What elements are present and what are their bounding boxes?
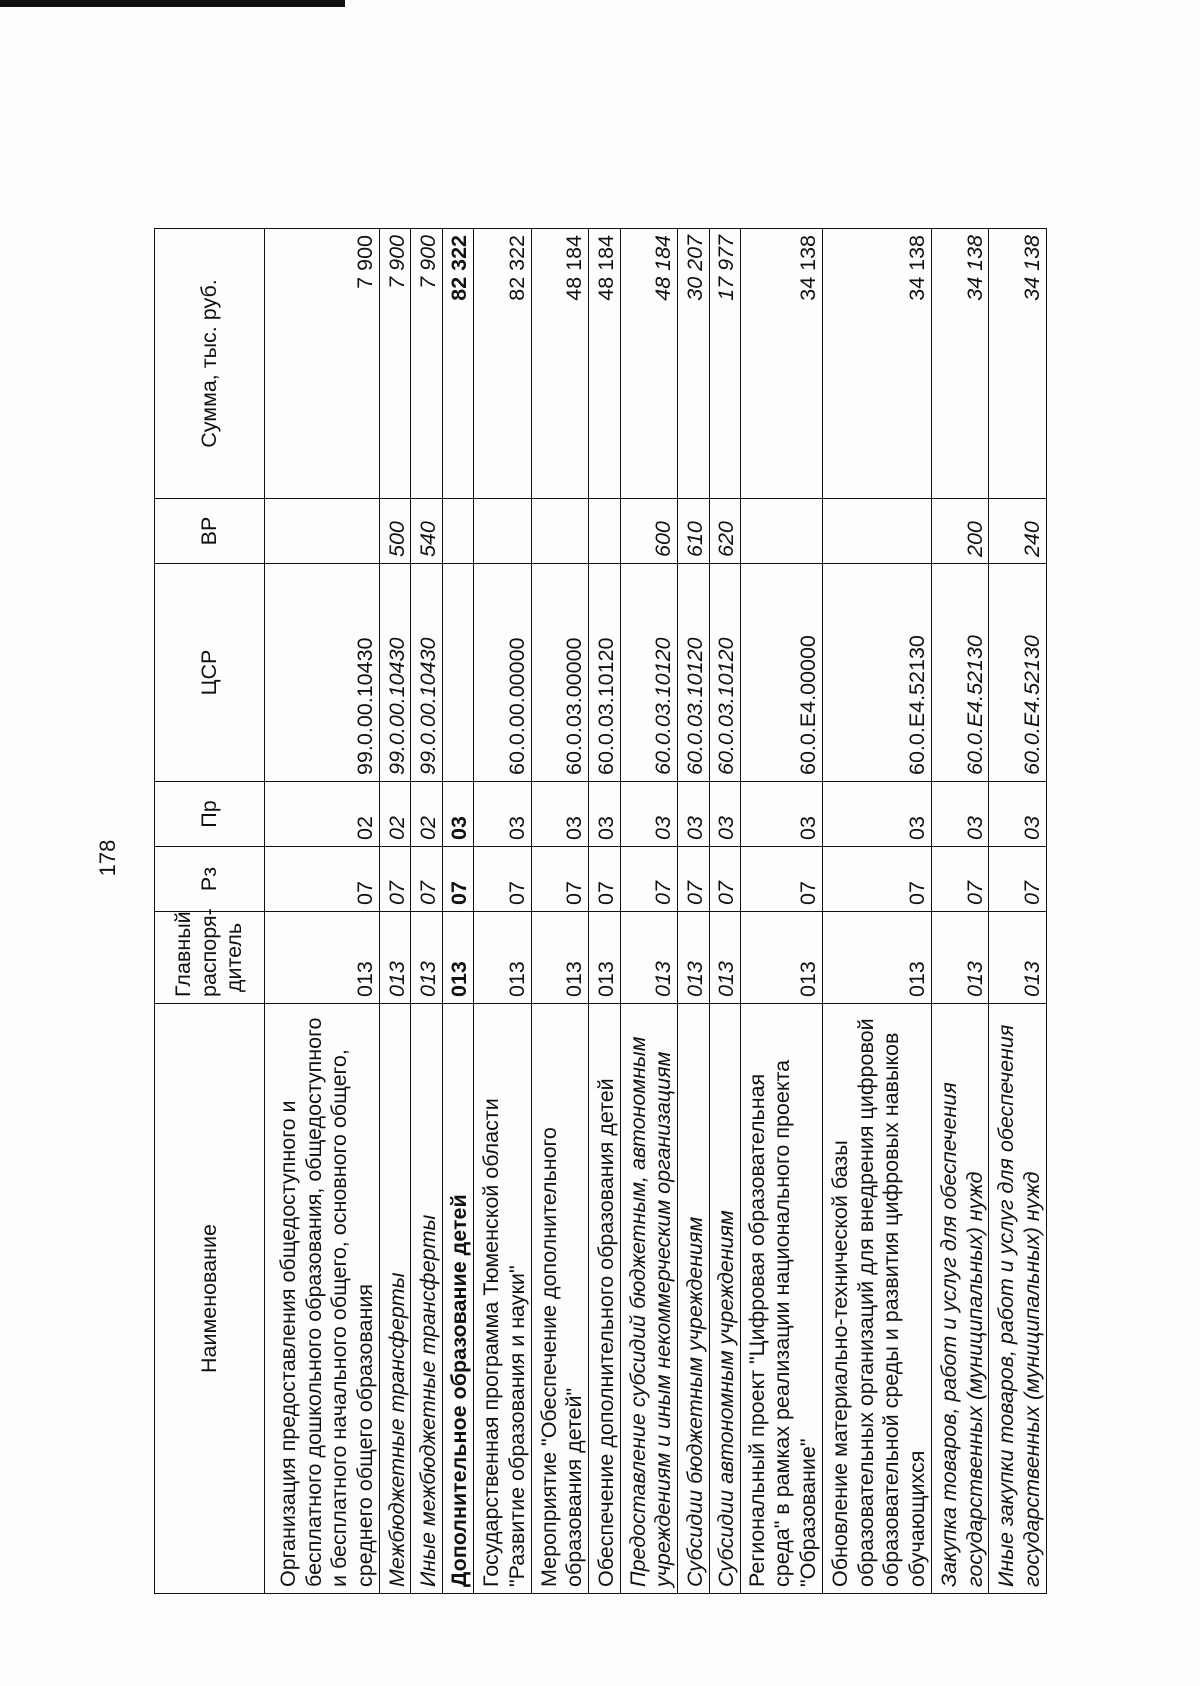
cell-csr: 60.0.03.00000 — [531, 563, 589, 781]
cell-grbs: 013 — [740, 911, 822, 1003]
cell-rz: 07 — [620, 846, 678, 911]
table-row — [264, 228, 379, 1593]
cell-vr: 500 — [379, 498, 410, 563]
table-row — [410, 228, 441, 1593]
cell-name: Иные межбюджетные трансферты — [410, 1003, 441, 1593]
cell-pr: 03 — [677, 781, 708, 846]
cell-grbs: 013 — [709, 911, 740, 1003]
cell-sum: 30 207 — [677, 228, 708, 498]
cell-csr: 60.0.03.10120 — [588, 563, 619, 781]
cell-csr: 60.0.03.10120 — [677, 563, 708, 781]
cell-sum: 48 184 — [531, 228, 589, 498]
cell-rz: 07 — [473, 846, 531, 911]
table-row — [473, 228, 531, 1593]
cell-grbs: 013 — [677, 911, 708, 1003]
cell-name: Региональный проект "Цифровая образовательная среда" в рамках реализации национального проекта "Образование" — [740, 1003, 822, 1593]
cell-pr: 03 — [988, 781, 1046, 846]
cell-grbs: 013 — [264, 911, 379, 1003]
cell-vr — [740, 498, 822, 563]
cell-csr — [442, 563, 473, 781]
cell-csr: 60.0.03.10120 — [709, 563, 740, 781]
cell-sum: 7 900 — [379, 228, 410, 498]
cell-vr — [442, 498, 473, 563]
cell-grbs: 013 — [442, 911, 473, 1003]
cell-name: Предоставление субсидий бюджетным, автономным учреждениям и иным некоммерческим организациям — [620, 1003, 678, 1593]
cell-csr: 60.0.03.10120 — [620, 563, 678, 781]
cell-vr — [473, 498, 531, 563]
cell-sum: 34 138 — [822, 228, 931, 498]
cell-name: Субсидии бюджетным учреждениям — [677, 1003, 708, 1593]
cell-grbs: 013 — [410, 911, 441, 1003]
cell-vr: 620 — [709, 498, 740, 563]
cell-pr: 03 — [620, 781, 678, 846]
table-row — [740, 228, 822, 1593]
cell-name: Дополнительное образование детей — [442, 1003, 473, 1593]
cell-rz: 07 — [822, 846, 931, 911]
header-sum: Сумма, тыс. руб. — [154, 228, 264, 498]
cell-name: Межбюджетные трансферты — [379, 1003, 410, 1593]
header-rz: Рз — [154, 846, 264, 911]
cell-rz: 07 — [677, 846, 708, 911]
cell-csr: 60.0.E4.52130 — [822, 563, 931, 781]
cell-name: Иные закупки товаров, работ и услуг для обеспечения государственных (муниципальных) нужд — [988, 1003, 1046, 1593]
cell-csr: 60.0.E4.52130 — [931, 563, 989, 781]
cell-name: Организация предоставления общедоступного и бесплатного дошкольного образования, общедоступного и бесплатного начального общего, основного общего, среднего общего образования — [264, 1003, 379, 1593]
header-pr: Пр — [154, 781, 264, 846]
cell-sum: 34 138 — [740, 228, 822, 498]
top-scan-bar — [0, 0, 345, 7]
cell-sum: 82 322 — [442, 228, 473, 498]
cell-pr: 03 — [531, 781, 589, 846]
cell-sum: 48 184 — [620, 228, 678, 498]
cell-csr: 60.0.E4.00000 — [740, 563, 822, 781]
cell-rz: 07 — [709, 846, 740, 911]
cell-csr: 99.0.00.10430 — [410, 563, 441, 781]
cell-vr: 200 — [931, 498, 989, 563]
cell-pr: 03 — [822, 781, 931, 846]
cell-vr — [588, 498, 619, 563]
cell-vr: 540 — [410, 498, 441, 563]
cell-rz: 07 — [442, 846, 473, 911]
cell-grbs: 013 — [379, 911, 410, 1003]
cell-grbs: 013 — [822, 911, 931, 1003]
cell-grbs: 013 — [588, 911, 619, 1003]
page-number: 178 — [95, 839, 120, 877]
cell-pr: 03 — [740, 781, 822, 846]
table-row — [379, 228, 410, 1593]
table-row — [531, 228, 589, 1593]
table-row — [822, 228, 931, 1593]
cell-grbs: 013 — [620, 911, 678, 1003]
cell-pr: 03 — [931, 781, 989, 846]
cell-rz: 07 — [379, 846, 410, 911]
cell-sum: 34 138 — [988, 228, 1046, 498]
cell-csr: 60.0.E4.52130 — [988, 563, 1046, 781]
cell-name: Обновление материально-технической базы образовательных организаций для внедрения цифровой образовательной среды и развития цифровых навыков обучающихся — [822, 1003, 931, 1593]
cell-pr: 03 — [442, 781, 473, 846]
cell-rz: 07 — [588, 846, 619, 911]
table-rotator — [154, 229, 1047, 1594]
table-row — [620, 228, 678, 1593]
cell-vr — [264, 498, 379, 563]
cell-vr: 240 — [988, 498, 1046, 563]
header-name: Наименование — [154, 1003, 264, 1593]
cell-name: Обеспечение дополнительного образования детей — [588, 1003, 619, 1593]
table-row — [931, 228, 989, 1593]
header-csr: ЦСР — [154, 563, 264, 781]
cell-rz: 07 — [531, 846, 589, 911]
cell-grbs: 013 — [531, 911, 589, 1003]
cell-grbs: 013 — [931, 911, 989, 1003]
cell-grbs: 013 — [988, 911, 1046, 1003]
cell-name: Субсидии автономным учреждениям — [709, 1003, 740, 1593]
table-row — [988, 228, 1046, 1593]
cell-sum: 34 138 — [931, 228, 989, 498]
cell-pr: 03 — [473, 781, 531, 846]
cell-sum: 17 977 — [709, 228, 740, 498]
header-grbs: Главный распоря-дитель — [154, 911, 264, 1003]
cell-name: Государственная программа Тюменской области "Развитие образования и науки" — [473, 1003, 531, 1593]
cell-sum: 82 322 — [473, 228, 531, 498]
cell-csr: 99.0.00.10430 — [379, 563, 410, 781]
budget-table — [154, 228, 1047, 1594]
cell-name: Мероприятие "Обеспечение дополнительного образования детей" — [531, 1003, 589, 1593]
cell-vr — [531, 498, 589, 563]
cell-vr — [822, 498, 931, 563]
cell-pr: 02 — [379, 781, 410, 846]
cell-rz: 07 — [410, 846, 441, 911]
table-row — [588, 228, 619, 1593]
table-body — [264, 228, 1046, 1593]
header-vr: ВР — [154, 498, 264, 563]
cell-pr: 02 — [264, 781, 379, 846]
cell-pr: 02 — [410, 781, 441, 846]
cell-sum: 7 900 — [264, 228, 379, 498]
cell-pr: 03 — [588, 781, 619, 846]
table-row — [709, 228, 740, 1593]
cell-rz: 07 — [988, 846, 1046, 911]
cell-csr: 60.0.00.00000 — [473, 563, 531, 781]
table-header-row — [154, 228, 264, 1593]
cell-sum: 48 184 — [588, 228, 619, 498]
cell-pr: 03 — [709, 781, 740, 846]
cell-csr: 99.0.00.10430 — [264, 563, 379, 781]
cell-rz: 07 — [740, 846, 822, 911]
cell-name: Закупка товаров, работ и услуг для обеспечения государственных (муниципальных) нужд — [931, 1003, 989, 1593]
table-row — [442, 228, 473, 1593]
cell-vr: 610 — [677, 498, 708, 563]
cell-sum: 7 900 — [410, 228, 441, 498]
cell-grbs: 013 — [473, 911, 531, 1003]
cell-rz: 07 — [264, 846, 379, 911]
cell-vr: 600 — [620, 498, 678, 563]
table-row — [677, 228, 708, 1593]
cell-rz: 07 — [931, 846, 989, 911]
